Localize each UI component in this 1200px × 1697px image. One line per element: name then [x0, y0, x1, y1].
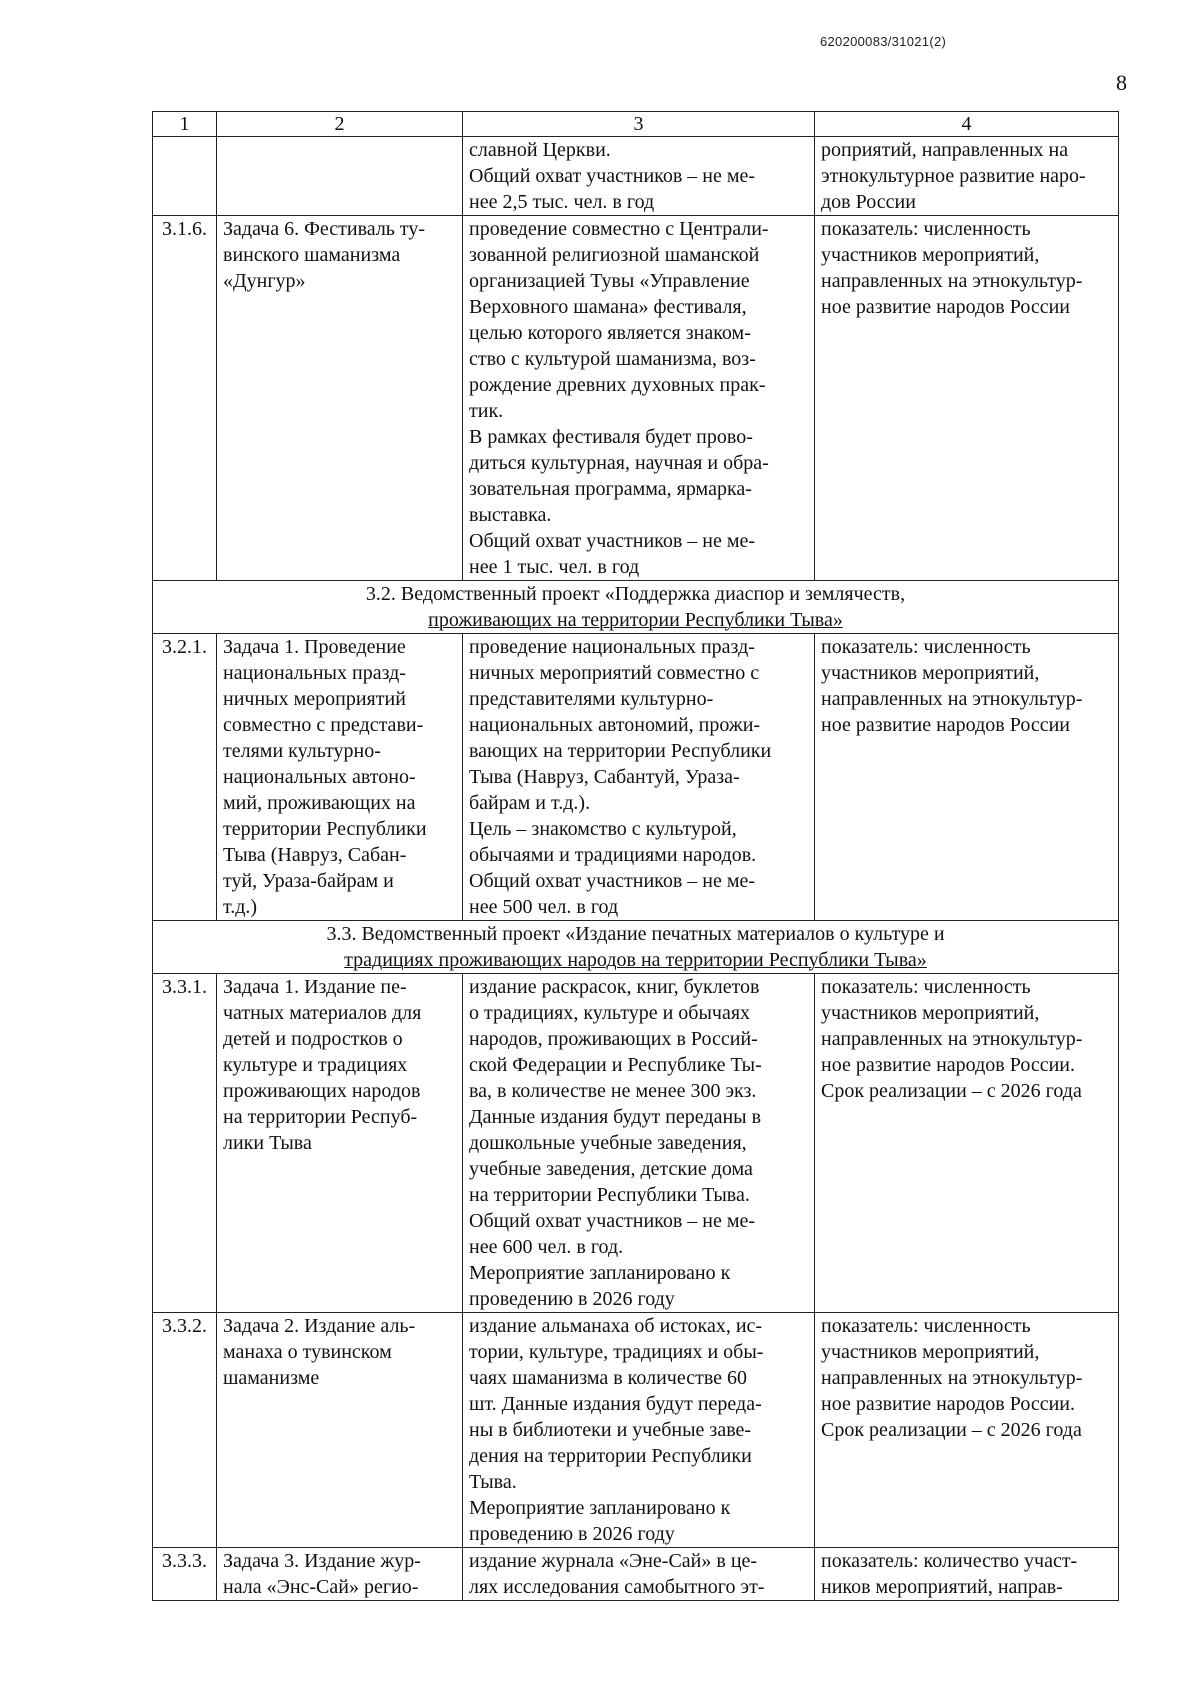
text-line: ное развитие народов России — [821, 296, 1070, 318]
text-line: Мероприятие запланировано к — [469, 1497, 731, 1519]
text-line: совместно с представи- — [223, 714, 424, 736]
section-title — [153, 581, 1119, 634]
text-line: этнокультурное развитие наро- — [821, 165, 1086, 187]
text-line: о традициях, культуре и обычаях — [469, 1002, 751, 1024]
row-number-cell: 3.3.2. — [153, 1313, 217, 1548]
text-line: проведению в 2026 году — [469, 1523, 675, 1545]
text-line: Общий охват участников – не ме- — [469, 1210, 756, 1232]
column-header-4: 4 — [815, 112, 1119, 137]
indicator-cell — [815, 634, 1119, 921]
text-line: нее 1 тыс. чел. в год — [469, 556, 640, 578]
text-line: тик. — [469, 400, 504, 422]
section-title-line: проживающих на территории Республики Тыва» — [428, 609, 843, 631]
text-line: издание раскрасок, книг, буклетов — [469, 976, 760, 998]
text-line: ное развитие народов России — [821, 714, 1070, 736]
text-line: мий, проживающих на — [223, 792, 416, 814]
text-line: ное развитие народов России. — [821, 1393, 1075, 1415]
text-line: издание альманаха об истоках, ис- — [469, 1315, 763, 1337]
text-line: показатель: численность — [821, 976, 1031, 998]
table-body — [153, 137, 1119, 1601]
text-line: ны в библиотеки и учебные заве- — [469, 1419, 752, 1441]
row-number-cell: 3.1.6. — [153, 216, 217, 581]
document-registration-number: 620200083/31021(2) — [820, 34, 947, 49]
text-line: Общий охват участников – не ме- — [469, 530, 756, 552]
section-title — [153, 921, 1119, 974]
text-line: проведение совместно с Централи- — [469, 218, 769, 240]
text-line: обычаями и традициями народов. — [469, 844, 757, 866]
task-name-cell — [217, 216, 463, 581]
indicator-cell — [815, 1548, 1119, 1601]
text-line: учебные заведения, детские дома — [469, 1158, 753, 1180]
text-line: шт. Данные издания будут переда- — [469, 1393, 762, 1415]
column-header-2: 2 — [217, 112, 463, 137]
text-line: В рамках фестиваля будет прово- — [469, 426, 753, 448]
text-line: проживающих народов — [223, 1080, 421, 1102]
text-line: ской Федерации и Республике Ты- — [469, 1054, 762, 1076]
text-line: показатель: численность — [821, 636, 1031, 658]
text-line: целью которого является знаком- — [469, 322, 751, 344]
column-header-1: 1 — [153, 112, 217, 137]
task-name-cell — [217, 974, 463, 1313]
text-line: Задача 3. Издание жур- — [223, 1550, 421, 1572]
text-line: рождение древних духовных прак- — [469, 374, 766, 396]
text-line: национальных автономий, прожи- — [469, 714, 761, 736]
text-line: участников мероприятий, — [821, 662, 1040, 684]
text-line: выставка. — [469, 504, 552, 526]
text-line: показатель: численность — [821, 218, 1031, 240]
indicator-cell — [815, 137, 1119, 216]
text-line: вающих на территории Республики — [469, 740, 772, 762]
text-line: нала «Энс-Сай» регио- — [223, 1576, 419, 1598]
text-line: на территории Республики Тыва. — [469, 1184, 750, 1206]
table-row — [153, 137, 1119, 216]
text-line: Цель – знакомство с культурой, — [469, 818, 737, 840]
text-line: Срок реализации – с 2026 года — [821, 1419, 1082, 1441]
text-line: территории Республики — [223, 818, 427, 840]
text-line: Задача 1. Проведение — [223, 636, 406, 658]
text-line: направленных на этнокультур- — [821, 270, 1083, 292]
section-title-line: традициях проживающих народов на территории Республики Тыва» — [344, 949, 927, 971]
text-line: диться культурная, научная и обра- — [469, 452, 769, 474]
text-line: туй, Ураза-байрам и — [223, 870, 394, 892]
description-cell — [463, 1548, 815, 1601]
text-line: ва, в количестве не менее 300 экз. — [469, 1080, 757, 1102]
task-name-cell — [217, 137, 463, 216]
table-row — [153, 216, 1119, 581]
text-line: лях исследования самобытного эт- — [469, 1576, 765, 1598]
text-line: лики Тыва — [223, 1132, 312, 1154]
text-line: Тыва (Навруз, Сабантуй, Ураза- — [469, 766, 740, 788]
text-line: Задача 1. Издание пе- — [223, 976, 407, 998]
text-line: нее 2,5 тыс. чел. в год — [469, 191, 655, 213]
text-line: участников мероприятий, — [821, 1002, 1040, 1024]
text-line: чатных материалов для — [223, 1002, 422, 1024]
text-line: издание журнала «Эне-Сай» в це- — [469, 1550, 758, 1572]
task-name-cell — [217, 1548, 463, 1601]
text-line: направленных на этнокультур- — [821, 688, 1083, 710]
text-line: т.д.) — [223, 896, 258, 918]
text-line: Тыва (Навруз, Сабан- — [223, 844, 407, 866]
description-cell — [463, 216, 815, 581]
text-line: тории, культуре, традициях и обы- — [469, 1341, 764, 1363]
table-row — [153, 1313, 1119, 1548]
text-line: показатель: количество участ- — [821, 1550, 1078, 1572]
text-line: дошкольные учебные заведения, — [469, 1132, 747, 1154]
text-line: ное развитие народов России. — [821, 1054, 1075, 1076]
text-line: Тыва. — [469, 1471, 517, 1493]
text-line: нее 600 чел. в год. — [469, 1236, 624, 1258]
text-line: ничных мероприятий совместно с — [469, 662, 760, 684]
description-cell — [463, 974, 815, 1313]
column-number-header-row — [153, 112, 1119, 137]
text-line: зованной религиозной шаманской — [469, 244, 760, 266]
text-line: Задача 2. Издание аль- — [223, 1315, 416, 1337]
text-line: шаманизме — [223, 1367, 320, 1389]
row-number-cell: 3.2.1. — [153, 634, 217, 921]
section-title-line: 3.2. Ведомственный проект «Поддержка диаспор и землячеств, — [365, 583, 906, 605]
text-line: проведение национальных празд- — [469, 636, 755, 658]
task-name-cell — [217, 634, 463, 921]
task-name-cell — [217, 1313, 463, 1548]
text-line: Общий охват участников – не ме- — [469, 165, 756, 187]
text-line: славной Церкви. — [469, 139, 611, 161]
events-table — [152, 111, 1119, 1601]
text-line: организацией Тувы «Управление — [469, 270, 750, 292]
text-line: винского шаманизма — [223, 244, 401, 266]
text-line: Срок реализации – с 2026 года — [821, 1080, 1082, 1102]
text-line: направленных на этнокультур- — [821, 1028, 1083, 1050]
text-line: Общий охват участников – не ме- — [469, 870, 756, 892]
text-line: телями культурно- — [223, 740, 381, 762]
text-line: проведению в 2026 году — [469, 1288, 675, 1310]
text-line: национальных автоно- — [223, 766, 416, 788]
text-line: на территории Респуб- — [223, 1106, 418, 1128]
text-line: показатель: численность — [821, 1315, 1031, 1337]
text-line: участников мероприятий, — [821, 244, 1040, 266]
table-row — [153, 634, 1119, 921]
text-line: Данные издания будут переданы в — [469, 1106, 762, 1128]
section-header-row — [153, 581, 1119, 634]
text-line: нее 500 чел. в год — [469, 896, 619, 918]
indicator-cell — [815, 216, 1119, 581]
text-line: дов России — [821, 191, 916, 213]
text-line: ников мероприятий, направ- — [821, 1576, 1063, 1598]
text-line: культуре и традициях — [223, 1054, 408, 1076]
column-header-3: 3 — [463, 112, 815, 137]
text-line: Мероприятие запланировано к — [469, 1262, 731, 1284]
text-line: народов, проживающих в Россий- — [469, 1028, 758, 1050]
text-line: зовательная программа, ярмарка- — [469, 478, 752, 500]
text-line: участников мероприятий, — [821, 1341, 1040, 1363]
text-line: Верховного шамана» фестиваля, — [469, 296, 747, 318]
indicator-cell — [815, 1313, 1119, 1548]
row-number-cell: 3.3.3. — [153, 1548, 217, 1601]
page-number: 8 — [1116, 70, 1127, 95]
text-line: «Дунгур» — [223, 270, 306, 292]
text-line: манаха о тувинском — [223, 1341, 392, 1363]
section-title-line: 3.3. Ведомственный проект «Издание печатных материалов о культуре и — [326, 923, 945, 945]
indicator-cell — [815, 974, 1119, 1313]
description-cell — [463, 634, 815, 921]
text-line: направленных на этнокультур- — [821, 1367, 1083, 1389]
text-line: Задача 6. Фестиваль ту- — [223, 218, 426, 240]
text-line: представителями культурно- — [469, 688, 714, 710]
description-cell — [463, 1313, 815, 1548]
text-line: детей и подростков о — [223, 1028, 403, 1050]
table-row — [153, 1548, 1119, 1601]
text-line: ство с культурой шаманизма, воз- — [469, 348, 756, 370]
row-number-cell: 3.3.1. — [153, 974, 217, 1313]
text-line: чаях шаманизма в количестве 60 — [469, 1367, 748, 1389]
description-cell — [463, 137, 815, 216]
table-row — [153, 974, 1119, 1313]
text-line: национальных празд- — [223, 662, 406, 684]
text-line: роприятий, направленных на — [821, 139, 1069, 161]
row-number-cell — [153, 137, 217, 216]
section-header-row — [153, 921, 1119, 974]
text-line: дения на территории Республики — [469, 1445, 752, 1467]
text-line: байрам и т.д.). — [469, 792, 591, 814]
text-line: ничных мероприятий — [223, 688, 406, 710]
